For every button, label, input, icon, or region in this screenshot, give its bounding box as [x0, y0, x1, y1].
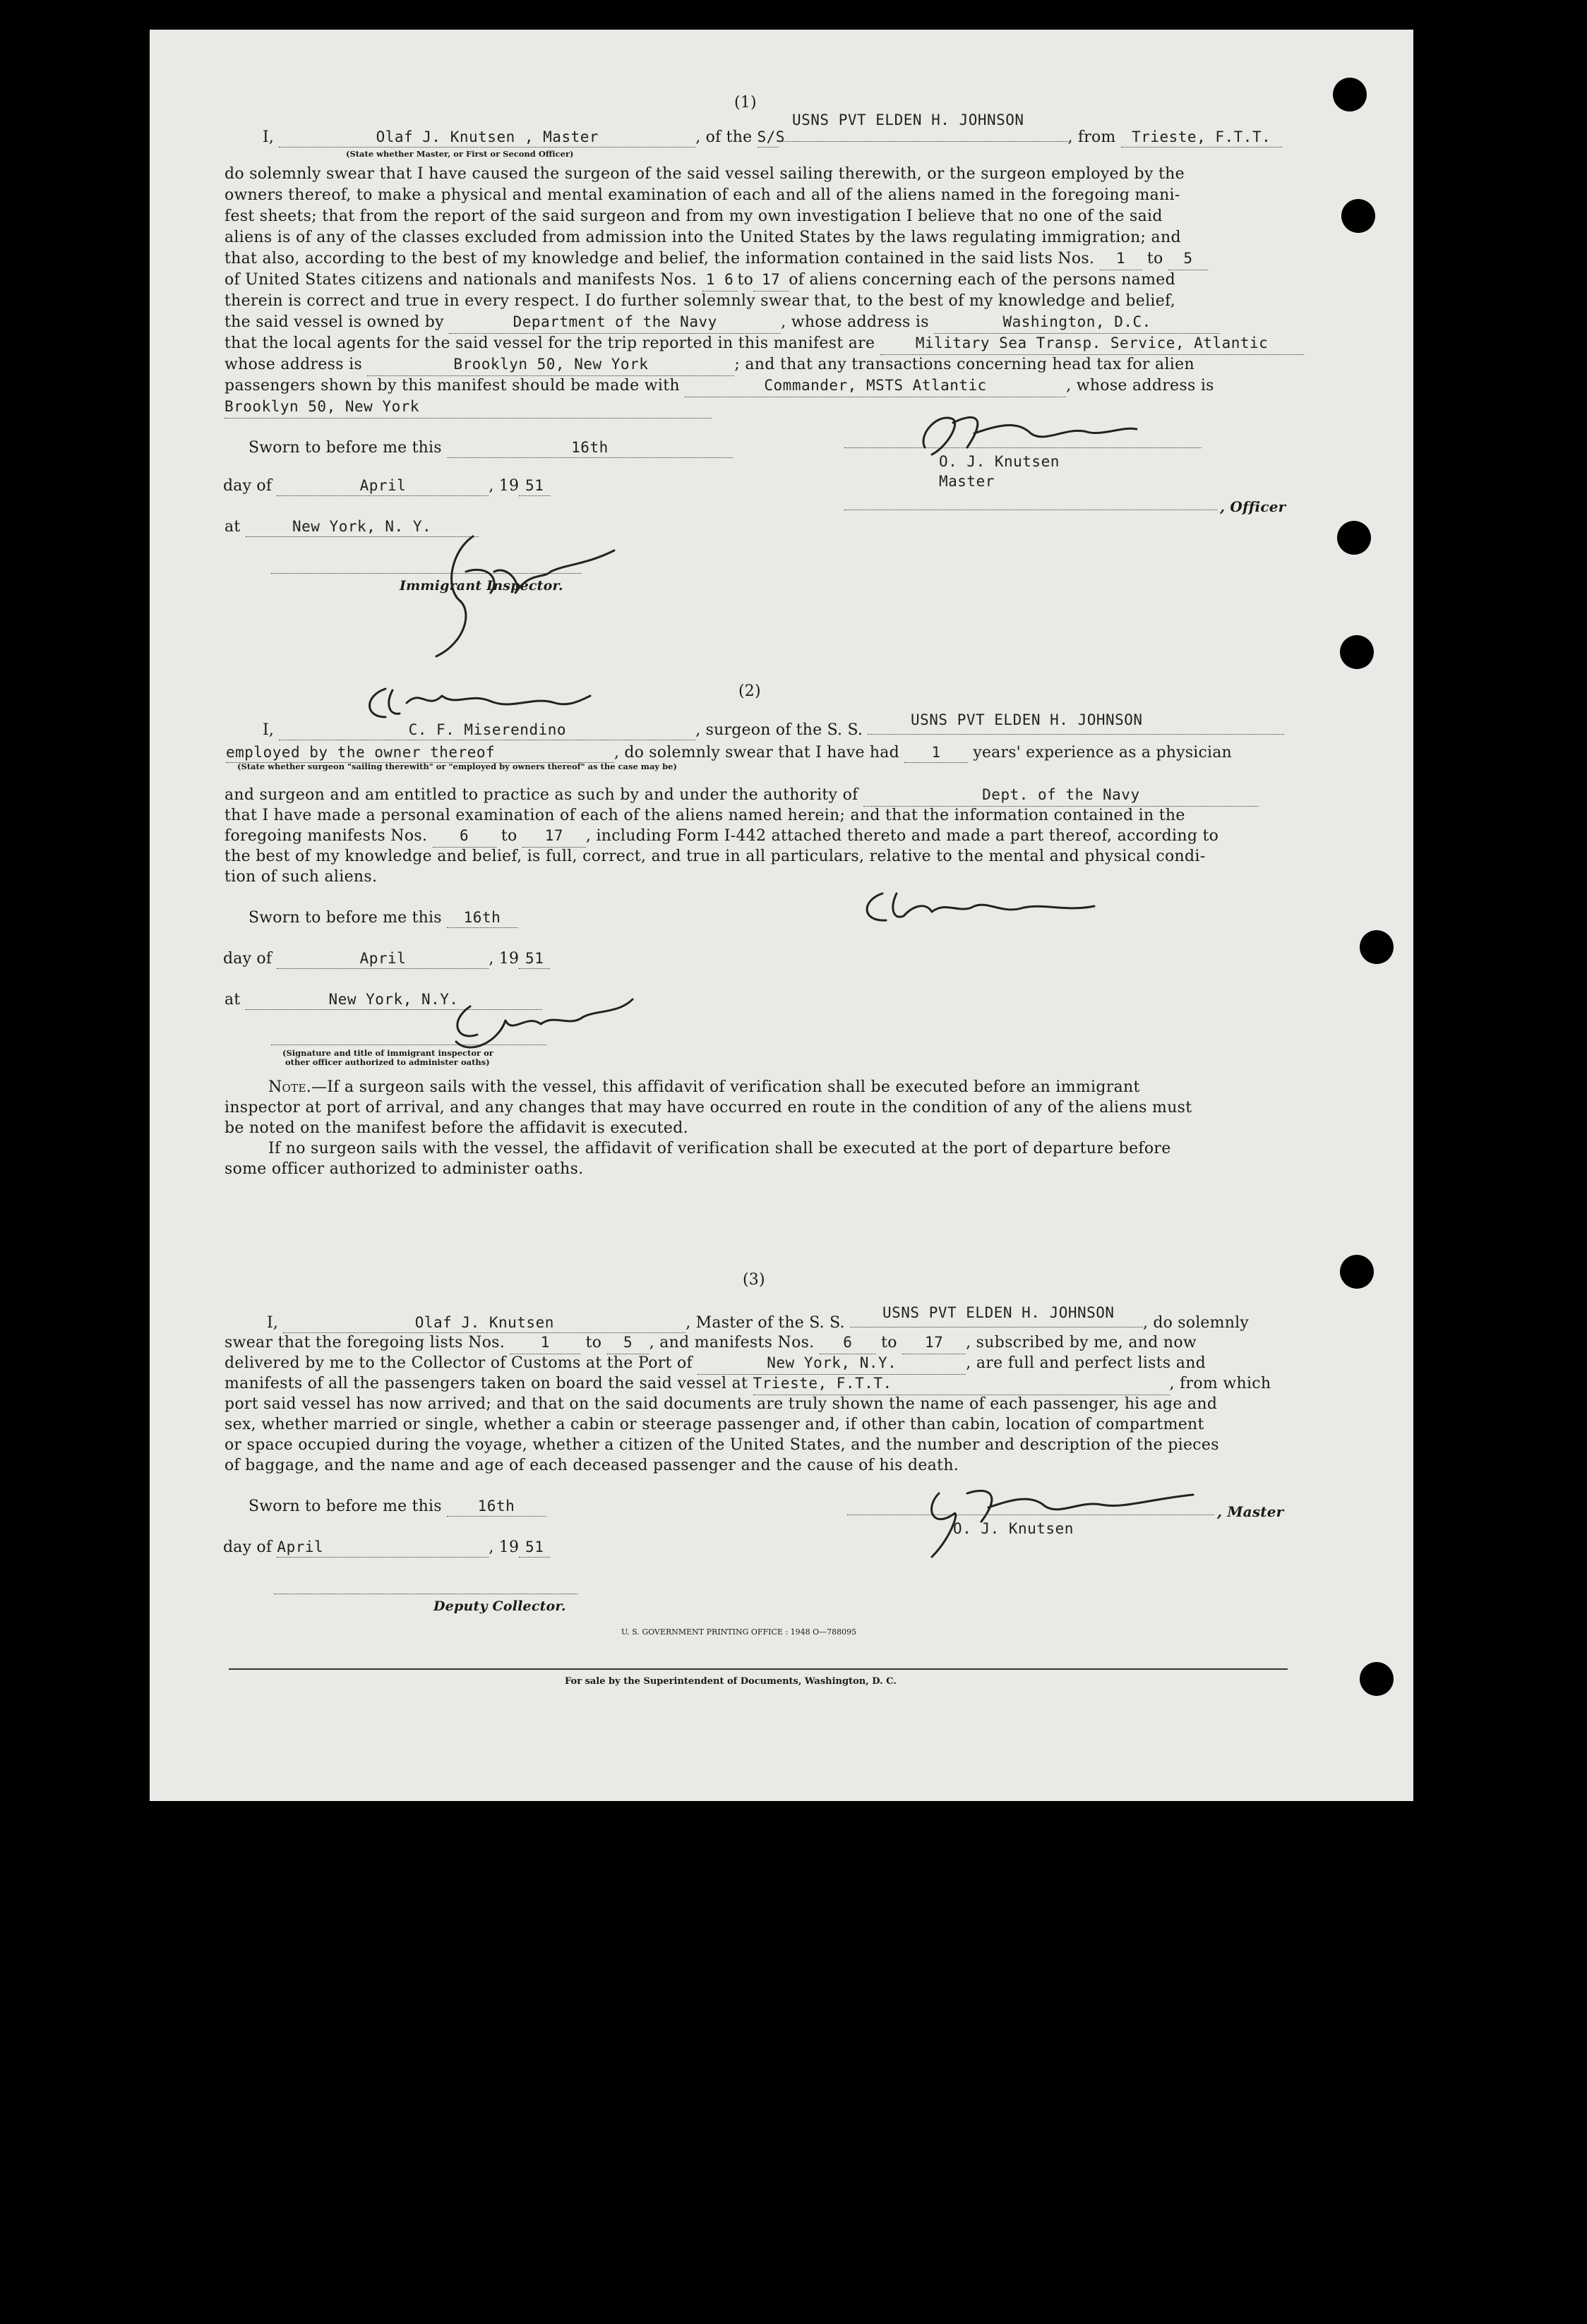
year-prefix: , 19 — [489, 477, 520, 495]
body-line — [224, 826, 1218, 848]
punch-hole — [1333, 78, 1367, 112]
owned-text: the said vessel is owned by — [224, 313, 444, 331]
place-field: New York, N. Y. — [246, 517, 479, 537]
lists-to-field: 5 — [1168, 248, 1208, 270]
body-line — [224, 1332, 1197, 1354]
at-label: at — [224, 991, 241, 1009]
lists-to-field: 5 — [607, 1332, 649, 1354]
body-line — [224, 248, 1208, 270]
master-vessel-field: USNS PVT ELDEN H. JOHNSON — [882, 1304, 1115, 1321]
body-line: tion of such aliens. — [224, 868, 378, 886]
manifests-text: of United States citizens and nationals and manifests Nos. — [224, 271, 697, 289]
form-text: , including Form I-442 attached thereto and made a part thereof, according to — [585, 827, 1219, 845]
body-line: of baggage, and the name and age of each deceased passenger and the cause of his death. — [224, 1457, 959, 1474]
body-line: therein is correct and true in every respect. I do further solemnly swear that, to the best of my knowledge and belief, — [224, 292, 1176, 310]
owner-address-field: Washington, D.C. — [934, 312, 1220, 334]
body-line — [224, 1353, 1206, 1375]
master-name-field: Olaf J. Knutsen , Master — [279, 127, 695, 147]
to-label: to — [1146, 250, 1163, 267]
swear-text: , do solemnly swear that I have had — [614, 744, 899, 761]
section-1-number: (1) — [734, 94, 757, 112]
deputy-label: Deputy Collector. — [433, 1598, 566, 1614]
lists-perfect-text: , are full and perfect lists and — [966, 1354, 1206, 1372]
note-line: inspector at port of arrival, and any changes that may have occurred en route in the condition of any of the aliens must — [224, 1099, 1192, 1116]
authority-text: and surgeon and am entitled to practice as such by and under the authority of — [224, 786, 858, 804]
section-3-number: (3) — [743, 1271, 765, 1289]
day-of-label: day of — [223, 1539, 273, 1556]
vessel-name-field: USNS PVT ELDEN H. JOHNSON — [792, 112, 1024, 128]
employed-line — [226, 742, 1232, 763]
surgeon-vessel-field: USNS PVT ELDEN H. JOHNSON — [911, 711, 1143, 728]
officer-label: , Officer — [1220, 498, 1286, 515]
lists-text: that also, according to the best of my knowledge and belief, the information contained in the said lists Nos. — [224, 250, 1095, 267]
month-field: April — [277, 949, 489, 969]
port-field: Trieste, F.T.T. — [1121, 127, 1282, 147]
sworn-day-field: 16th — [447, 438, 733, 458]
body-line — [224, 354, 1194, 376]
year-field: 51 — [519, 949, 550, 969]
punch-hole — [1353, 1805, 1387, 1839]
body-line: port said vessel has now arrived; and that on the said documents are truly shown the name of each passenger, his age and — [224, 1395, 1218, 1413]
lists-from-field: 1 — [510, 1332, 580, 1354]
taken-text: manifests of all the passengers taken on board the said vessel at — [224, 1375, 748, 1392]
manifest-to-field: 17 — [753, 270, 789, 291]
inspector-signature — [428, 992, 640, 1063]
from-which-text: , from which — [1169, 1375, 1271, 1392]
surgeon-of-label: , surgeon of the S. S. — [695, 721, 863, 739]
owner-address-label: , whose address is — [781, 313, 929, 331]
employment-field: employed by the owner thereof — [226, 742, 614, 763]
manifest-from-field: 6 — [433, 826, 496, 848]
year-field: 51 — [519, 476, 550, 496]
body-line: the best of my knowledge and belief, is full, correct, and true in all particulars, relative to the mental and physical condi- — [224, 848, 1206, 865]
manifest-to-field: 17 — [522, 826, 586, 848]
to-label: to — [737, 271, 754, 289]
sworn-line — [248, 438, 733, 458]
sworn-day-field: 16th — [447, 908, 517, 928]
manifest-from-field: 1 6 — [702, 270, 738, 291]
year-prefix: , 19 — [489, 950, 520, 968]
manifest-to-field: 17 — [902, 1332, 966, 1354]
punch-hole — [1340, 1255, 1374, 1289]
authority-field: Dept. of the Navy — [863, 785, 1259, 807]
from-label: , from — [1067, 128, 1116, 146]
body-line: sex, whether married or single, whether a cabin or steerage passenger and, if other than cabin, location of compartment — [224, 1416, 1204, 1433]
sworn-line — [248, 908, 517, 928]
subscribed-text: , subscribed by me, and now — [966, 1334, 1197, 1351]
surgeon-signature — [357, 682, 597, 724]
experience-text: years' experience as a physician — [973, 744, 1232, 761]
departure-port-field: Trieste, F.T.T. — [753, 1373, 1170, 1395]
master-name-field: Olaf J. Knutsen — [283, 1313, 685, 1333]
day-of-label: day of — [223, 950, 273, 968]
whose-address-label: whose address is — [224, 356, 363, 373]
body-line — [224, 1373, 1271, 1395]
punch-hole — [1341, 199, 1375, 233]
i-label: I, — [263, 128, 275, 146]
note-line: some officer authorized to administer oaths. — [224, 1160, 584, 1178]
delivered-text: delivered by me to the Collector of Customs at the Port of — [224, 1354, 693, 1372]
inspector-label: Immigrant Inspector. — [400, 578, 563, 594]
punch-hole — [1360, 1662, 1394, 1696]
passengers-text: passengers shown by this manifest should be made with — [224, 377, 680, 395]
to-label: to — [501, 827, 517, 845]
manifests-text: , and manifests Nos. — [649, 1334, 815, 1351]
agents-text: that the local agents for the said vessel for the trip reported in this manifest are — [224, 335, 875, 352]
manifest-from-field: 6 — [820, 1332, 876, 1354]
lists-from-field: 1 — [1100, 248, 1142, 270]
note-line — [268, 1077, 1140, 1098]
vessel-blank — [868, 734, 1284, 735]
punch-hole — [1337, 521, 1371, 555]
master-of-label: , Master of the S. S. — [685, 1314, 845, 1332]
month-field: April — [277, 1537, 489, 1558]
years-field: 1 — [904, 742, 968, 763]
day-of-label: day of — [223, 477, 273, 495]
manifests-text-b: of aliens concerning each of the persons named — [789, 271, 1175, 289]
note-text: —If a surgeon sails with the vessel, this affidavit of verification shall be executed before an immigrant — [311, 1078, 1140, 1096]
of-the-label: , of the — [695, 128, 753, 146]
note-label: Note. — [268, 1078, 311, 1096]
arrival-port-field: New York, N.Y. — [697, 1353, 966, 1375]
body-line: that I have made a personal examination of each of the aliens named herein; and that the information contained in the — [224, 807, 1185, 824]
date-line — [223, 949, 550, 969]
officer-name: O. J. Knutsen — [939, 453, 1060, 470]
agents-address-field: Brooklyn 50, New York — [367, 354, 734, 376]
master-signature — [911, 1479, 1207, 1564]
year-field: 51 — [519, 1537, 550, 1558]
to-label: to — [881, 1334, 897, 1351]
body-line: or space occupied during the voyage, whether a citizen of the United States, and the number and description of the pieces — [224, 1436, 1219, 1454]
inspector-signature — [424, 522, 628, 663]
sale-note: For sale by the Superintendent of Documents, Washington, D. C. — [565, 1676, 897, 1687]
commander-field: Commander, MSTS Atlantic — [685, 375, 1066, 397]
body-line — [224, 375, 1214, 397]
month-field: April — [277, 476, 489, 496]
sworn-day-field: 16th — [447, 1496, 546, 1517]
body-line — [224, 333, 1304, 355]
body-line: fest sheets; that from the report of the said surgeon and from my own investigation I believe that no one of the said — [224, 207, 1163, 225]
vessel-blank — [779, 141, 1068, 142]
owner-field: Department of the Navy — [449, 312, 781, 334]
body-line — [224, 397, 712, 419]
body-line: do solemnly swear that I have caused the surgeon of the said vessel sailing therewith, or the surgeon employed by the — [224, 165, 1185, 183]
body-line — [224, 785, 1259, 807]
body-line: owners thereof, to make a physical and mental examination of each and all of the aliens named in the foregoing mani- — [224, 186, 1180, 204]
sworn-label: Sworn to before me this — [248, 1498, 442, 1515]
punch-hole — [1360, 930, 1394, 964]
body-line — [224, 270, 1175, 291]
solemnly-text: , do solemnly — [1142, 1314, 1249, 1332]
state-note: (State whether Master, or First or Second Officer) — [346, 149, 574, 159]
head-tax-text: ; and that any transactions concerning head tax for alien — [734, 356, 1194, 373]
place-field: New York, N.Y. — [246, 989, 542, 1010]
surgeon-name-field: C. F. Miserendino — [279, 720, 695, 740]
i-label: I, — [267, 1314, 279, 1332]
note-line: be noted on the manifest before the affidavit is executed. — [224, 1119, 688, 1137]
agents-field: Military Sea Transp. Service, Atlantic — [880, 333, 1304, 355]
state-note: (State whether surgeon "sailing therewith" or "employed by owners thereof" as the case may be) — [237, 761, 677, 771]
manifests-text: foregoing manifests Nos. — [224, 827, 428, 845]
sworn-label: Sworn to before me this — [248, 909, 442, 927]
to-label: to — [585, 1334, 602, 1351]
signature-note: other officer authorized to administer oaths) — [285, 1057, 490, 1067]
date-line — [223, 476, 550, 496]
lists-text: swear that the foregoing lists Nos. — [224, 1334, 505, 1351]
punch-hole — [1340, 635, 1374, 669]
gpo-imprint: U. S. GOVERNMENT PRINTING OFFICE : 1948 O—788095 — [621, 1627, 857, 1637]
commander-address-label: , whose address is — [1066, 377, 1214, 395]
section-2-number: (2) — [738, 682, 761, 700]
note-line: If no surgeon sails with the vessel, the affidavit of verification shall be executed at the port of departure before — [268, 1140, 1171, 1157]
commander-address-field: Brooklyn 50, New York — [224, 397, 712, 419]
i-label: I, — [263, 721, 275, 739]
sworn-label: Sworn to before me this — [248, 439, 442, 457]
master-printed-name: O. J. Knutsen — [953, 1520, 1074, 1537]
sworn-line — [248, 1496, 546, 1517]
footer-rule — [229, 1668, 1288, 1670]
master-signature — [911, 405, 1144, 462]
year-prefix: , 19 — [489, 1539, 520, 1556]
date-line — [223, 1537, 550, 1558]
body-line: aliens is of any of the classes excluded from admission into the United States by the laws regulating immigration; and — [224, 229, 1181, 246]
ss-mark-field: S/S — [757, 127, 779, 147]
master-label: , Master — [1217, 1503, 1284, 1520]
surgeon-signature-2 — [854, 886, 1108, 929]
officer-title: Master — [939, 473, 995, 490]
section-1-oath-line — [263, 127, 1282, 147]
body-line — [224, 312, 1220, 334]
at-label: at — [224, 518, 241, 536]
signature-note: (Signature and title of immigrant inspector or — [282, 1048, 493, 1058]
